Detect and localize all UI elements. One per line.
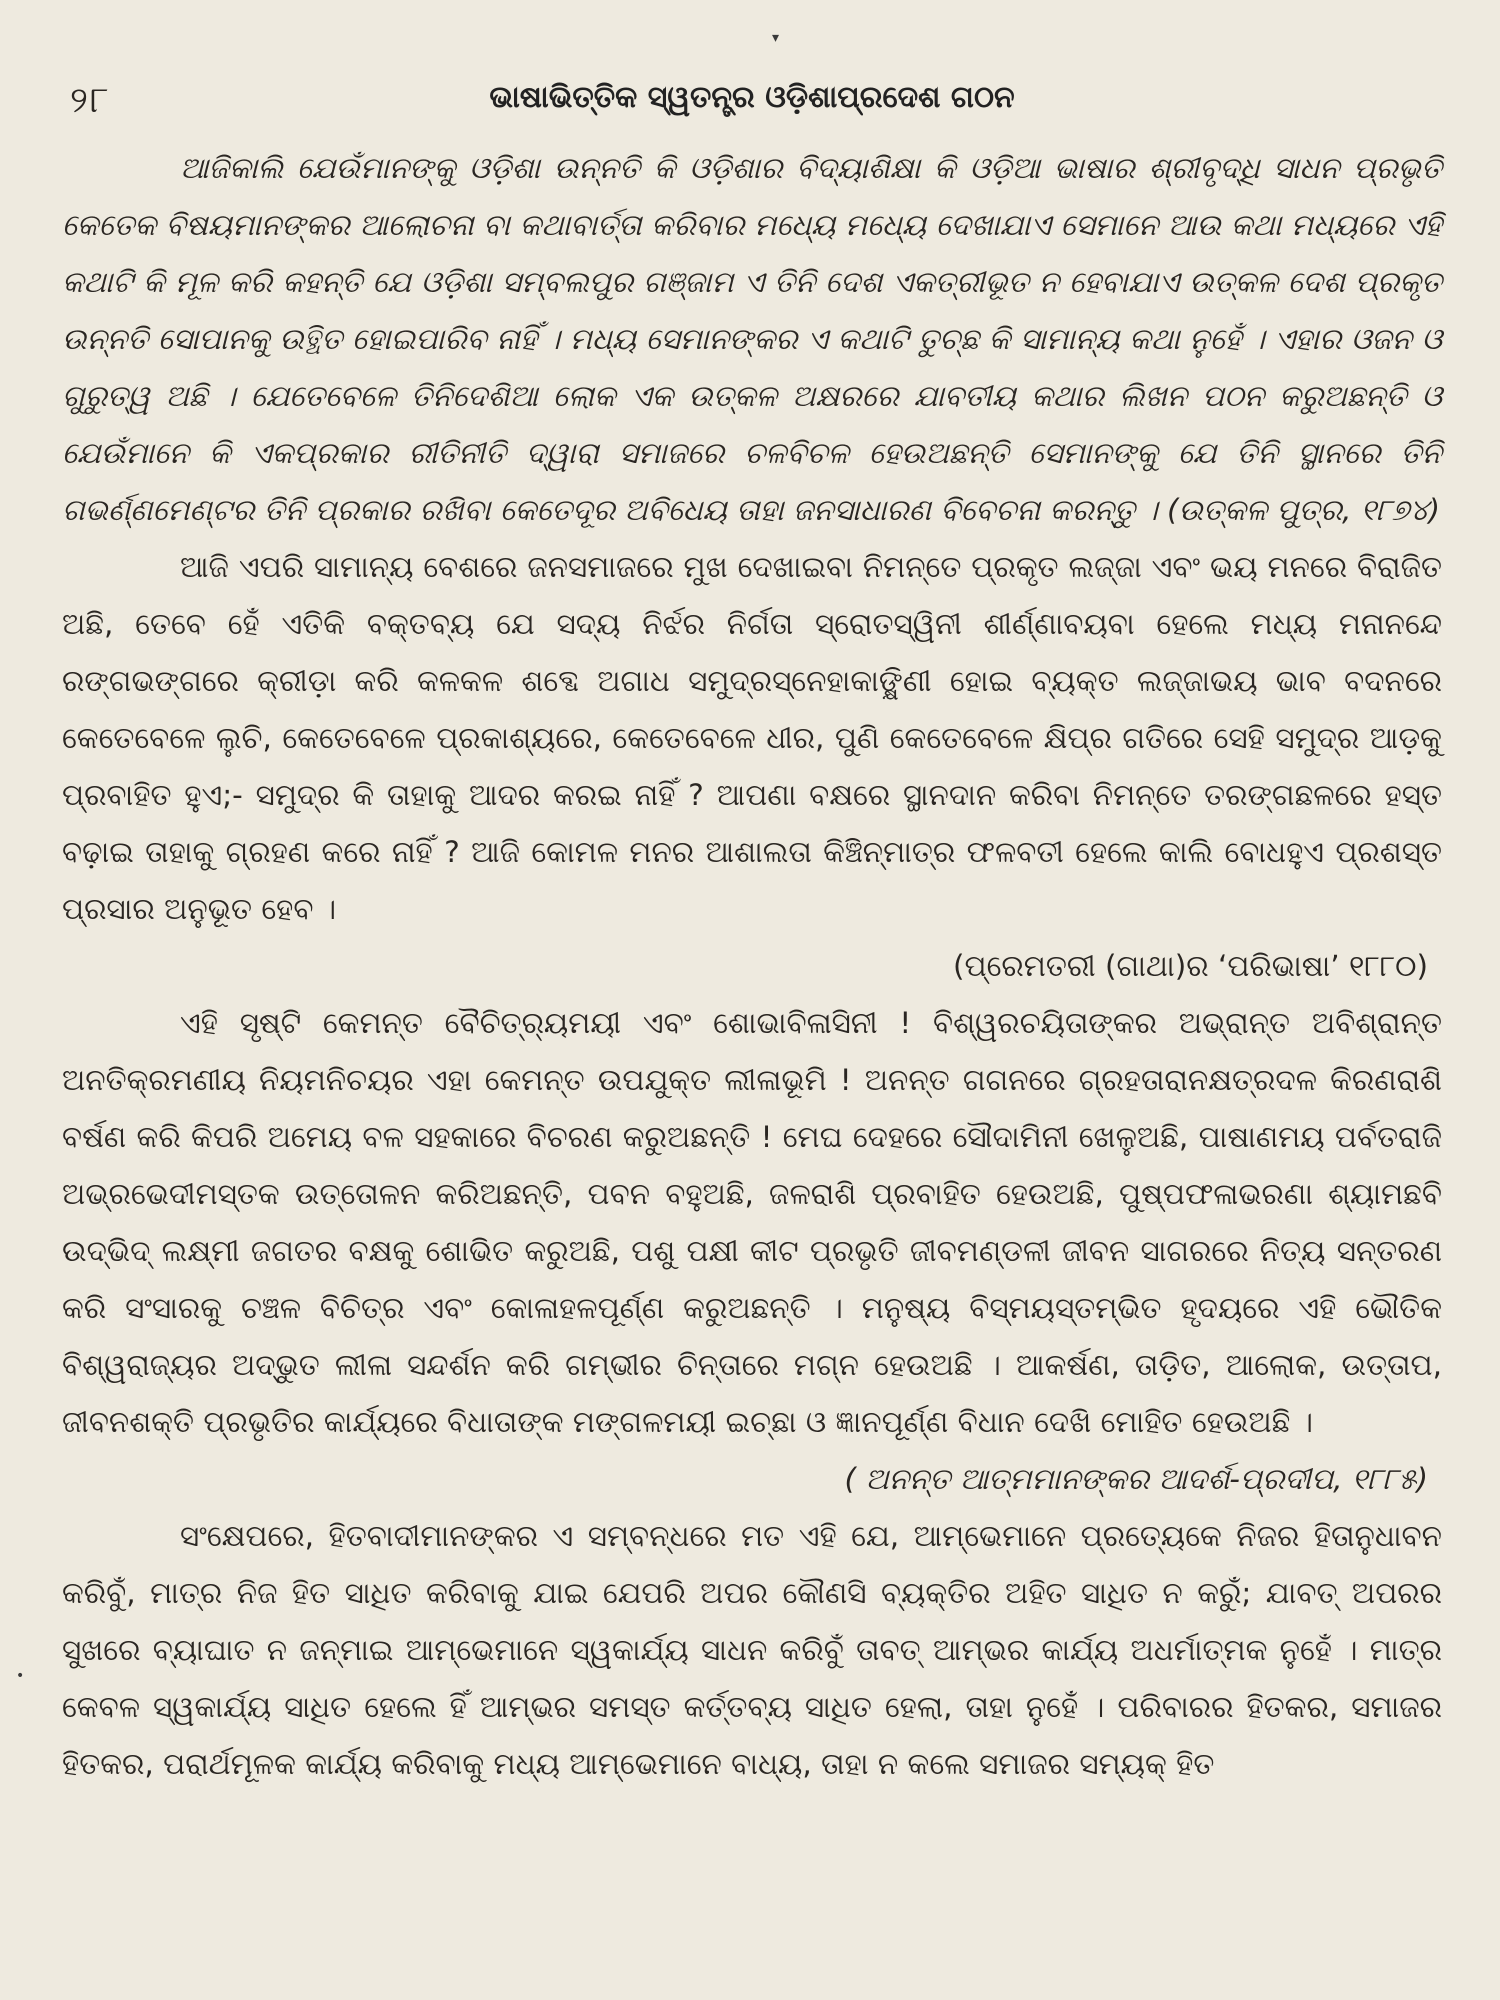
running-title: ଭାଷାଭିତ୍ତିକ ସ୍ୱତନ୍ତ୍ର ଓଡ଼ିଶାପ୍ରଦେଶ ଗଠନ — [489, 80, 1015, 115]
paragraph-utkal-putra: ଆଜିକାଲି ଯେଉଁମାନଙ୍କୁ ଓଡ଼ିଶା ଉନ୍ନତି କି ଓଡ଼ିଶାର ବିଦ୍ୟାଶିକ୍ଷା କି ଓଡ଼ିଆ ଭାଷାର ଶ୍ରୀବୃଦ୍ଧି ସାଧନ ପ୍ରଭୃତି କେତେକ ବିଷୟମାନଙ୍କର ଆଲୋଚନା ବା କଥାବାର୍ତ୍ତା କରିବାର ମଧ୍ୟେ ମଧ୍ୟେ ଦେଖାଯାଏ ସେମାନେ ଆଉ କଥା ମଧ୍ୟରେ ଏହି କଥାଟି କି ମୂଳ କରି କହନ୍ତି ଯେ ଓଡ଼ିଶା ସମ୍ବଲପୁର ଗଞ୍ଜାମ ଏ ତିନି ଦେଶ ଏକତ୍ରୀଭୂତ ନ ହେବାଯାଏ ଉତ୍କଳ ଦେଶ ପ୍ରକୃତ ଉନ୍ନତି ସୋପାନକୁ ଉତ୍ଥିତ ହୋଇପାରିବ ନାହିଁ । ମଧ୍ୟ ସେମାନଙ୍କର ଏ କଥାଟି ତୁଚ୍ଛ କି ସାମାନ୍ୟ କଥା ନୁହେଁ । ଏହାର ଓଜନ ଓ ଗୁରୁତ୍ୱ ଅଛି । ଯେତେବେଳେ ତିନିଦେଶିଆ ଲୋକ ଏକ ଉତ୍କଳ ଅକ୍ଷରରେ ଯାବତୀୟ କଥାର ଲିଖନ ପଠନ କରୁଅଛନ୍ତି ଓ ଯେଉଁମାନେ କି ଏକପ୍ରକାର ରୀତିନୀତି ଦ୍ୱାରା ସମାଜରେ ଚଳବିଚଳ ହେଉଅଛନ୍ତି ସେମାନଙ୍କୁ ଯେ ତିନି ସ୍ଥାନରେ ତିନି ଗଭର୍ଣ୍ଣମେଣ୍ଟର ତିନି ପ୍ରକାର ରଖିବା କେତେଦୂର ଅବିଧେୟ ତାହା ଜନସାଧାରଣ ବିବେଚନା କରନ୍ତୁ । (ଉତ୍କଳ ପୁତ୍ର, ୧୮୭୪) — [62, 151, 1442, 527]
paragraph-srushti: ଏହି ସୃଷ୍ଟି କେମନ୍ତ ବୈଚିତ୍ର୍ୟମୟୀ ଏବଂ ଶୋଭାବିଳାସିନୀ ! ବିଶ୍ୱରଚୟିତାଙ୍କର ଅଭ୍ରାନ୍ତ ଅବିଶ୍ରାନ୍ତ ଅନତିକ୍ରମଣୀୟ ନିୟମନିଚୟର ଏହା କେମନ୍ତ ଉପଯୁକ୍ତ ଲୀଳାଭୂମି ! ଅନନ୍ତ ଗଗନରେ ଗ୍ରହତାରାନକ୍ଷତ୍ରଦଳ କିରଣରାଶି ବର୍ଷଣ କରି କିପରି ଅମେୟ ବଳ ସହକାରେ ବିଚରଣ କରୁଅଛନ୍ତି ! ମେଘ ଦେହରେ ସୌଦାମିନୀ ଖେଳୁଅଛି, ପାଷାଣମୟ ପର୍ବତରାଜି ଅଭ୍ରଭେଦୀମସ୍ତକ ଉତ୍ତୋଳନ କରିଅଛନ୍ତି, ପବନ ବହୁଅଛି, ଜଳରାଶି ପ୍ରବାହିତ ହେଉଅଛି, ପୁଷ୍ପଫଳାଭରଣା ଶ୍ୟାମଛବି ଉଦ୍ଭିଦ୍ ଲକ୍ଷ୍ମୀ ଜଗତର ବକ୍ଷକୁ ଶୋଭିତ କରୁଅଛି, ପଶୁ ପକ୍ଷୀ କୀଟ ପ୍ରଭୃତି ଜୀବମଣ୍ଡଳୀ ଜୀବନ ସାଗରରେ ନିତ୍ୟ ସନ୍ତରଣ କରି ସଂସାରକୁ ଚଞ୍ଚଳ ବିଚିତ୍ର ଏବଂ କୋଳାହଳପୂର୍ଣ୍ଣ କରୁଅଛନ୍ତି । ମନୁଷ୍ୟ ବିସ୍ମୟସ୍ତମ୍ଭିତ ହୃଦୟରେ ଏହି ଭୌତିକ ବିଶ୍ୱରାଜ୍ୟର ଅଦ୍ଭୁତ ଲୀଳା ସନ୍ଦର୍ଶନ କରି ଗମ୍ଭୀର ଚିନ୍ତାରେ ମଗ୍ନ ହେଉଅଛି । ଆକର୍ଷଣ, ତାଡ଼ିତ, ଆଲୋକ, ଉତ୍ତାପ, ଜୀବନଶକ୍ତି ପ୍ରଭୃତିର କାର୍ଯ୍ୟରେ ବିଧାତାଙ୍କ ମଙ୍ଗଳମୟୀ ଇଚ୍ଛା ଓ ଜ୍ଞାନପୂର୍ଣ୍ଣ ବିଧାନ ଦେଖି ମୋହିତ ହେଉଅଛି । — [62, 1006, 1442, 1439]
citation-premtari: (ପ୍ରେମତରୀ (ଗାଥା)ର ‘ପରିଭାଷା’ ୧୮୮୦) — [953, 949, 1428, 983]
page-body — [62, 140, 1442, 1793]
page-number: ୨୮ — [70, 80, 111, 121]
print-speck: • — [16, 1668, 25, 1684]
citation-adarsha-pradip: ( ଅନନ୍ତ ଆତ୍ମମାନଙ୍କର ଆଦର୍ଶ-ପ୍ରଦୀପ, ୧୮୮୫) — [844, 1462, 1428, 1496]
page-header — [62, 70, 1442, 126]
print-speck: ▾ — [772, 30, 780, 46]
paragraph-premtari: ଆଜି ଏପରି ସାମାନ୍ୟ ବେଶରେ ଜନସମାଜରେ ମୁଖ ଦେଖାଇବା ନିମନ୍ତେ ପ୍ରକୃତ ଲଜ୍ଜା ଏବଂ ଭୟ ମନରେ ବିରାଜିତ ଅଛି, ତେବେ ହେଁ ଏତିକି ବକ୍ତବ୍ୟ ଯେ ସଦ୍ୟ ନିର୍ଝର ନିର୍ଗତା ସ୍ରୋତସ୍ୱିନୀ ଶୀର୍ଣ୍ଣାବୟବା ହେଲେ ମଧ୍ୟ ମନାନନ୍ଦେ ରଙ୍ଗଭଙ୍ଗରେ କ୍ରୀଡ଼ା କରି କଳକଳ ଶବ୍ଦେ ଅଗାଧ ସମୁଦ୍ରସ୍ନେହାକାଙ୍କ୍ଷିଣୀ ହୋଇ ବ୍ୟକ୍ତ ଲଜ୍ଜାଭୟ ଭାବ ବଦନରେ କେତେବେଳେ ଲୁଚି, କେତେବେଳେ ପ୍ରକାଶ୍ୟରେ, କେତେବେଳେ ଧୀର, ପୁଣି କେତେବେଳେ କ୍ଷିପ୍ର ଗତିରେ ସେହି ସମୁଦ୍ର ଆଡ଼କୁ ପ୍ରବାହିତ ହୁଏ;- ସମୁଦ୍ର କି ତାହାକୁ ଆଦର କରଇ ନାହିଁ ? ଆପଣା ବକ୍ଷରେ ସ୍ଥାନଦାନ କରିବା ନିମନ୍ତେ ତରଙ୍ଗଛଳରେ ହସ୍ତ ବଢ଼ାଇ ତାହାକୁ ଗ୍ରହଣ କରେ ନାହିଁ ? ଆଜି କୋମଳ ମନର ଆଶାଲତା କିଞ୍ଚିନ୍ମାତ୍ର ଫଳବତୀ ହେଲେ କାଲି ବୋଧହୁଏ ପ୍ରଶସ୍ତ ପ୍ରସାର ଅନୁଭୂତ ହେବ । — [62, 550, 1442, 926]
paragraph-hitabadi: ସଂକ୍ଷେପରେ, ହିତବାଦୀମାନଙ୍କର ଏ ସମ୍ବନ୍ଧରେ ମତ ଏହି ଯେ, ଆମ୍ଭେମାନେ ପ୍ରତ୍ୟେକେ ନିଜର ହିତାନୁଧାବନ କରିବୁଁ, ମାତ୍ର ନିଜ ହିତ ସାଧିତ କରିବାକୁ ଯାଇ ଯେପରି ଅପର କୌଣସି ବ୍ୟକ୍ତିର ଅହିତ ସାଧିତ ନ କରୁଁ; ଯାବତ୍ ଅପରର ସୁଖରେ ବ୍ୟାଘାତ ନ ଜନ୍ମାଇ ଆମ୍ଭେମାନେ ସ୍ୱକାର୍ଯ୍ୟ ସାଧନ କରିବୁଁ ତାବତ୍ ଆମ୍ଭର କାର୍ଯ୍ୟ ଅଧର୍ମାତ୍ମକ ନୁହେଁ । ମାତ୍ର କେବଳ ସ୍ୱକାର୍ଯ୍ୟ ସାଧିତ ହେଲେ ହିଁ ଆମ୍ଭର ସମସ୍ତ କର୍ତ୍ତବ୍ୟ ସାଧିତ ହେଲା, ତାହା ନୁହେଁ । ପରିବାରର ହିତକର, ସମାଜର ହିତକର, ପରାର୍ଥମୂଳକ କାର୍ଯ୍ୟ କରିବାକୁ ମଧ୍ୟ ଆମ୍ଭେମାନେ ବାଧ୍ୟ, ତାହା ନ କଲେ ସମାଜର ସମ୍ୟକ୍ ହିତ — [62, 1519, 1442, 1781]
